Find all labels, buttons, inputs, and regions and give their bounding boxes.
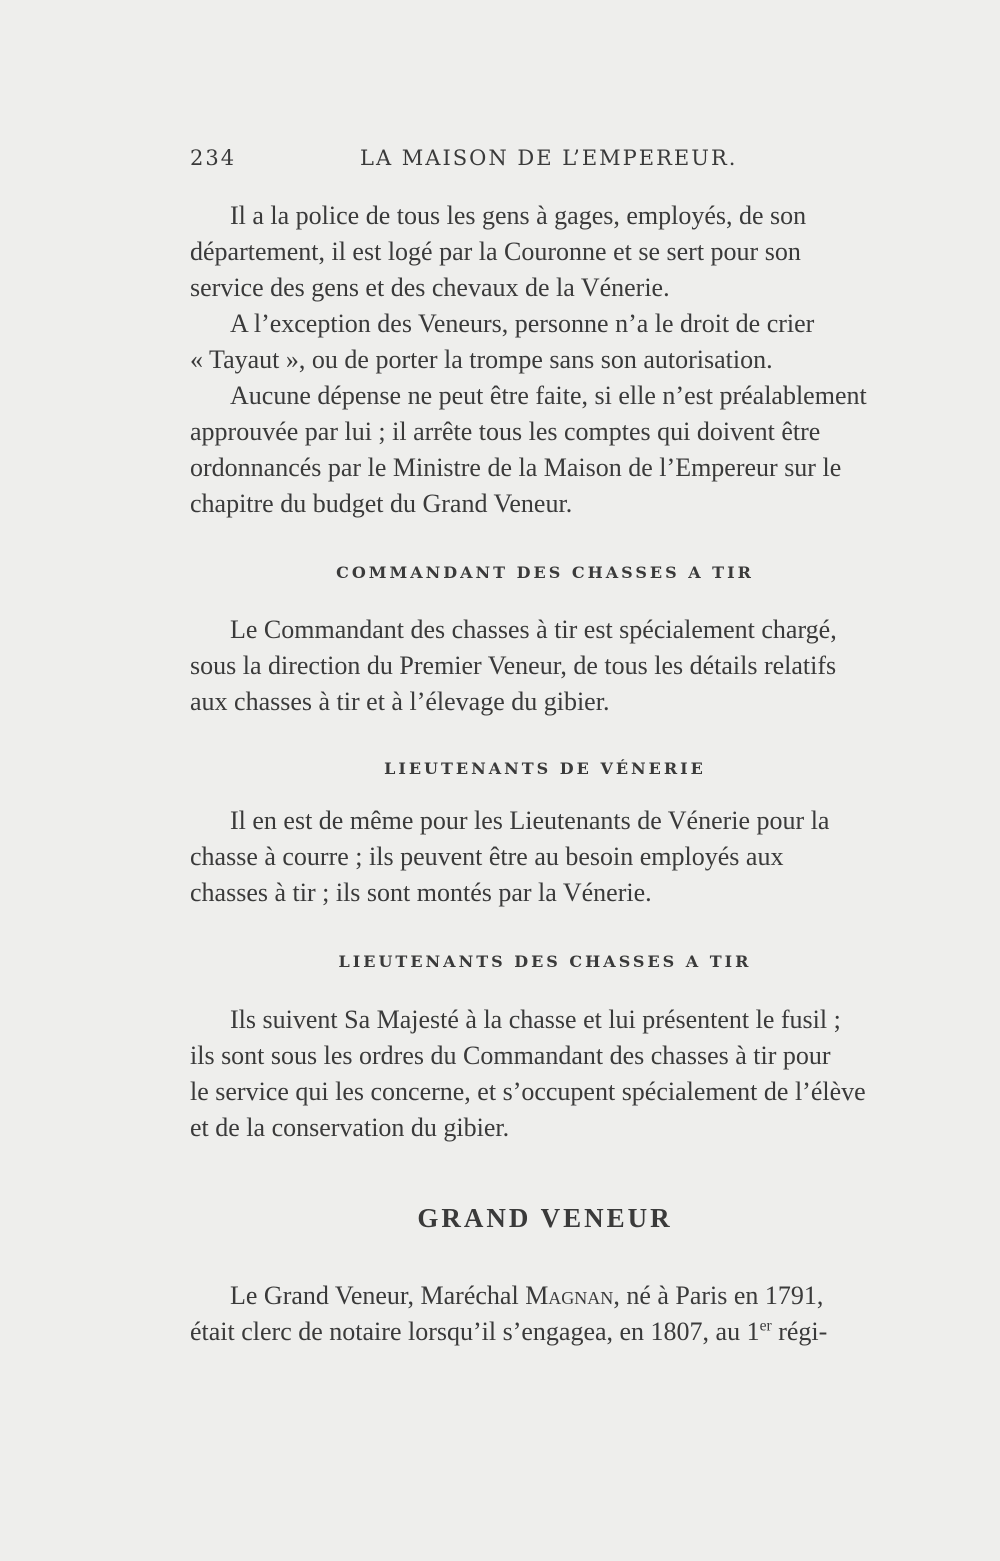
paragraph-1 — [190, 198, 900, 306]
text-line: chapitre du budget du Grand Veneur. — [190, 489, 573, 518]
text-line: ordonnancés par le Ministre de la Maison de l’Empereur sur le — [190, 453, 842, 482]
text-line: service des gens et des chevaux de la Vénerie. — [190, 273, 670, 302]
running-head — [190, 146, 750, 176]
section-heading-commandant: COMMANDANT DES CHASSES A TIR — [336, 563, 754, 582]
running-title: LA MAISON DE L’EMPEREUR. — [360, 146, 738, 170]
text-line — [190, 1278, 900, 1314]
paragraph-4 — [190, 612, 900, 720]
text-line: ils sont sous les ordres du Commandant des chasses à tir pour — [190, 1041, 831, 1070]
text-line: Le Commandant des chasses à tir est spécialement chargé, — [230, 615, 837, 644]
text-line: Ils suivent Sa Majesté à la chasse et lui présentent le fusil ; — [230, 1005, 841, 1034]
text-fragment: était clerc de notaire lorsqu’il s’engagea, en 1807, au 1 — [190, 1317, 760, 1346]
text-line: aux chasses à tir et à l’élevage du gibier. — [190, 687, 610, 716]
paragraph-2 — [190, 306, 900, 378]
text-line: chasses à tir ; ils sont montés par la Vénerie. — [190, 878, 652, 907]
text-line: Aucune dépense ne peut être faite, si elle n’est préalablement — [230, 381, 867, 410]
person-name: Magnan — [525, 1281, 614, 1310]
section-heading-lieutenants-chasses: LIEUTENANTS DES CHASSES A TIR — [338, 952, 752, 971]
section-heading-grand-veneur: GRAND VENEUR — [417, 1203, 673, 1233]
paragraph-6 — [190, 1002, 900, 1146]
text-line: Il en est de même pour les Lieutenants de Vénerie pour la — [230, 806, 830, 835]
text-line: A l’exception des Veneurs, personne n’a le droit de crier — [230, 309, 815, 338]
text-line: chasse à courre ; ils peuvent être au besoin employés aux — [190, 842, 784, 871]
text-line: « Tayaut », ou de porter la trompe sans son autorisation. — [190, 345, 773, 374]
text-fragment: régi- — [771, 1317, 828, 1346]
section-heading-lieutenants-venerie: LIEUTENANTS DE VÉNERIE — [384, 759, 706, 778]
page-number: 234 — [190, 146, 237, 170]
text-line — [190, 1314, 900, 1350]
text-line: Il a la police de tous les gens à gages, employés, de son — [230, 201, 807, 230]
paragraph-7 — [190, 1278, 900, 1350]
text-line: et de la conservation du gibier. — [190, 1113, 510, 1142]
text-fragment: , né à Paris en 1791, — [613, 1281, 824, 1310]
ordinal-superscript: er — [759, 1317, 772, 1335]
text-line: sous la direction du Premier Veneur, de tous les détails relatifs — [190, 651, 837, 680]
text-fragment: Le Grand Veneur, Maréchal — [230, 1281, 526, 1310]
paragraph-3 — [190, 378, 900, 522]
paragraph-5 — [190, 803, 900, 911]
text-line: approuvée par lui ; il arrête tous les comptes qui doivent être — [190, 417, 821, 446]
text-line: le service qui les concerne, et s’occupent spécialement de l’élève — [190, 1077, 866, 1106]
text-line: département, il est logé par la Couronne et se sert pour son — [190, 237, 801, 266]
